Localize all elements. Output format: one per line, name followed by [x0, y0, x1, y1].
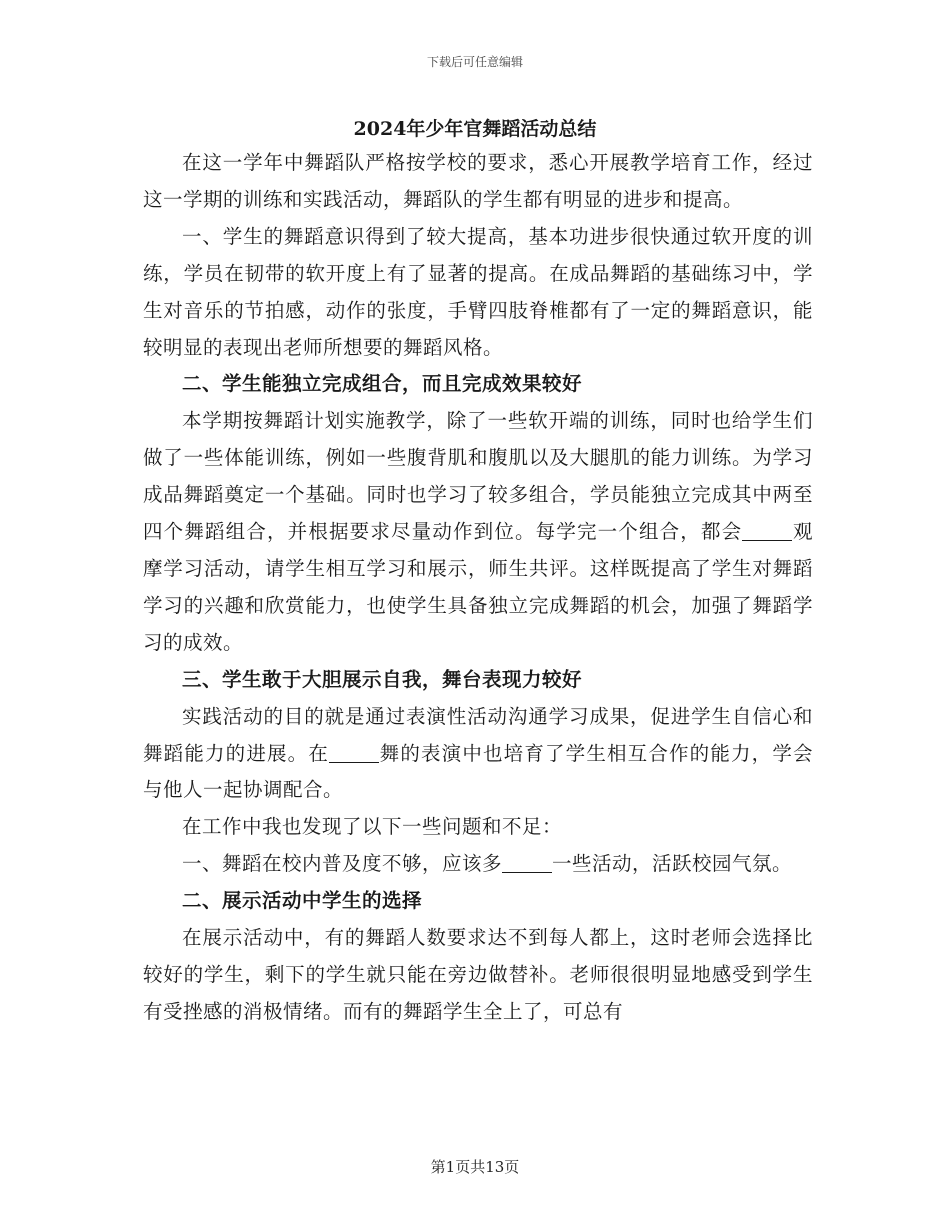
- document-body: [143, 145, 813, 1031]
- document-title: 2024年少年官舞蹈活动总结: [353, 118, 597, 140]
- heading-point-2: 二、学生能独立完成组合，而且完成效果较好: [182, 372, 583, 396]
- heading-point-3: 三、学生敢于大胆展示自我，舞台表现力较好: [182, 667, 583, 691]
- paragraph-point-2-body: [143, 403, 813, 661]
- fill-blank: [329, 742, 379, 763]
- fill-blank: [502, 853, 552, 874]
- paragraph-text-part: 观摩学习活动，请学生相互学习和展示，师生共评。这样既提高了学生对舞蹈学习的兴趣和欣赏能力，也使学生具备独立完成舞蹈的机会，加强了舞蹈学习的成效。: [143, 520, 813, 654]
- paragraph-text-part: 一、舞蹈在校内普及度不够，应该多: [182, 852, 503, 876]
- paragraph-problem-1: [143, 846, 813, 883]
- paragraph-text-part: 本学期按舞蹈计划实施教学，除了一些软开端的训练，同时也给学生们做了一些体能训练，例如一些腹背肌和腹肌以及大腿肌的能力训练。为学习成品舞蹈奠定一个基础。同时也学习了较多组合，学员能独立完成其中两至四个舞蹈组合，并根据要求尽量动作到位。每学完一个组合，都会: [143, 409, 813, 544]
- paragraph-point-1: 一、学生的舞蹈意识得到了较大提高，基本功进步很快通过软开度的训练，学员在韧带的软开度上有了显著的提高。在成品舞蹈的基础练习中，学生对音乐的节拍感，动作的张度，手臂四肢脊椎都有了一定的舞蹈意识，能较明显的表现出老师所想要的舞蹈风格。: [143, 224, 813, 359]
- header-note: 下载后可任意编辑: [426, 55, 523, 69]
- heading-problem-2: 二、展示活动中学生的选择: [182, 889, 423, 913]
- paragraph-intro: 在这一学年中舞蹈队严格按学校的要求，悉心开展教学培育工作，经过这一学期的训练和实践活动，舞蹈队的学生都有明显的进步和提高。: [143, 151, 813, 211]
- paragraph-text-part: 一些活动，活跃校园气氛。: [552, 852, 793, 876]
- paragraph-point-3-body: [143, 699, 813, 810]
- paragraph-problems-intro: 在工作中我也发现了以下一些问题和不足：: [182, 815, 563, 839]
- paragraph-problem-2-body: 在展示活动中，有的舞蹈人数要求达不到每人都上，这时老师会选择比较好的学生，剩下的学生就只能在旁边做替补。老师很很明显地感受到学生有受挫感的消极情绪。而有的舞蹈学生全上了，可总有: [143, 926, 813, 1023]
- paragraph-text-part: 舞的表演中也培育了学生相互合作的能力，学会与他人一起协调配合。: [143, 741, 813, 802]
- paragraph-text-part: 实践活动的目的就是通过表演性活动沟通学习成果，促进学生自信心和舞蹈能力的进展。在: [143, 704, 813, 765]
- page-footer: 第1页共13页: [430, 1158, 520, 1176]
- fill-blank: [742, 521, 792, 542]
